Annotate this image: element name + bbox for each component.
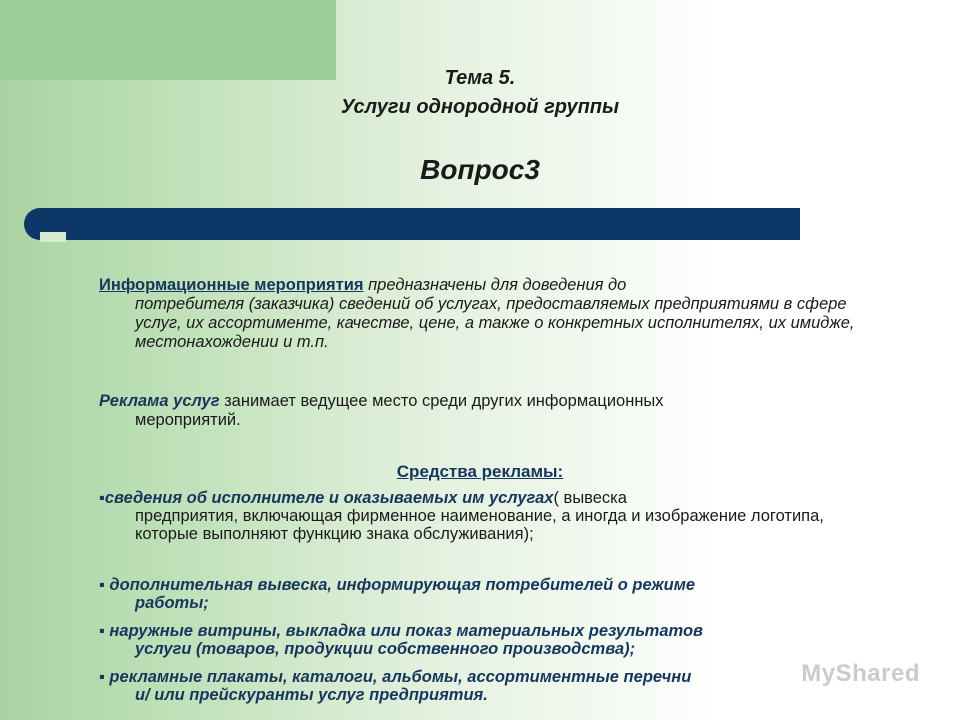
item4-text-cont: и/ или прейскуранты услуг предприятия. bbox=[135, 686, 488, 704]
watermark-logo: MyShared bbox=[801, 660, 920, 687]
para1-text-cont: потребителя (заказчика) сведений об услугах, предоставляемых предприятиями в сфере услуг, их ассортименте, качестве, цене, а также о конкретных исполнителях, их имидже, местонахождении и т.п. bbox=[135, 295, 855, 351]
item1-text-cont: предприятия, включающая фирменное наименование, а иногда и изображение логотипа, которые выполняют функцию знака обслуживания); bbox=[135, 507, 824, 543]
topic-number: Тема 5. bbox=[444, 67, 516, 89]
paragraph-advertising bbox=[99, 392, 889, 430]
para2-text-first: занимает ведущее место среди других информационных bbox=[219, 392, 664, 410]
term-advertising: Реклама услуг bbox=[99, 392, 220, 410]
means-item-1 bbox=[99, 489, 889, 543]
item2-text-first: ▪ дополнительная вывеска, информирующая потребителей о режиме bbox=[99, 576, 696, 594]
means-item-2 bbox=[99, 576, 889, 612]
means-item-3 bbox=[99, 622, 889, 658]
means-item-4 bbox=[99, 668, 889, 704]
slide-header bbox=[0, 64, 960, 122]
item3-text-first: ▪ наружные витрины, выкладка или показ материальных результатов bbox=[99, 622, 704, 640]
para2-text-cont: мероприятий. bbox=[135, 411, 241, 429]
means-heading: Средства рекламы: bbox=[396, 462, 564, 481]
item3-text-cont: услуги (товаров, продукции собственного производства); bbox=[135, 640, 636, 658]
topic-title: Услуги однородной группы bbox=[340, 96, 620, 118]
item4-text-first: ▪ рекламные плакаты, каталоги, альбомы, ассортиментные перечни bbox=[99, 668, 692, 686]
term-info-activities: Информационные мероприятия bbox=[99, 276, 364, 294]
title-divider-bar bbox=[24, 208, 800, 240]
paragraph-info-activities bbox=[99, 276, 889, 352]
divider-notch bbox=[40, 232, 66, 242]
item2-text-cont: работы; bbox=[135, 594, 209, 612]
item1-text-first: ( вывеска bbox=[553, 489, 627, 507]
question-title: Вопрос3 bbox=[420, 154, 540, 185]
item1-bold: ▪сведения об исполнителе и оказываемых им услугах bbox=[99, 489, 554, 507]
para1-text-first: предназначены для доведения до bbox=[363, 276, 627, 294]
